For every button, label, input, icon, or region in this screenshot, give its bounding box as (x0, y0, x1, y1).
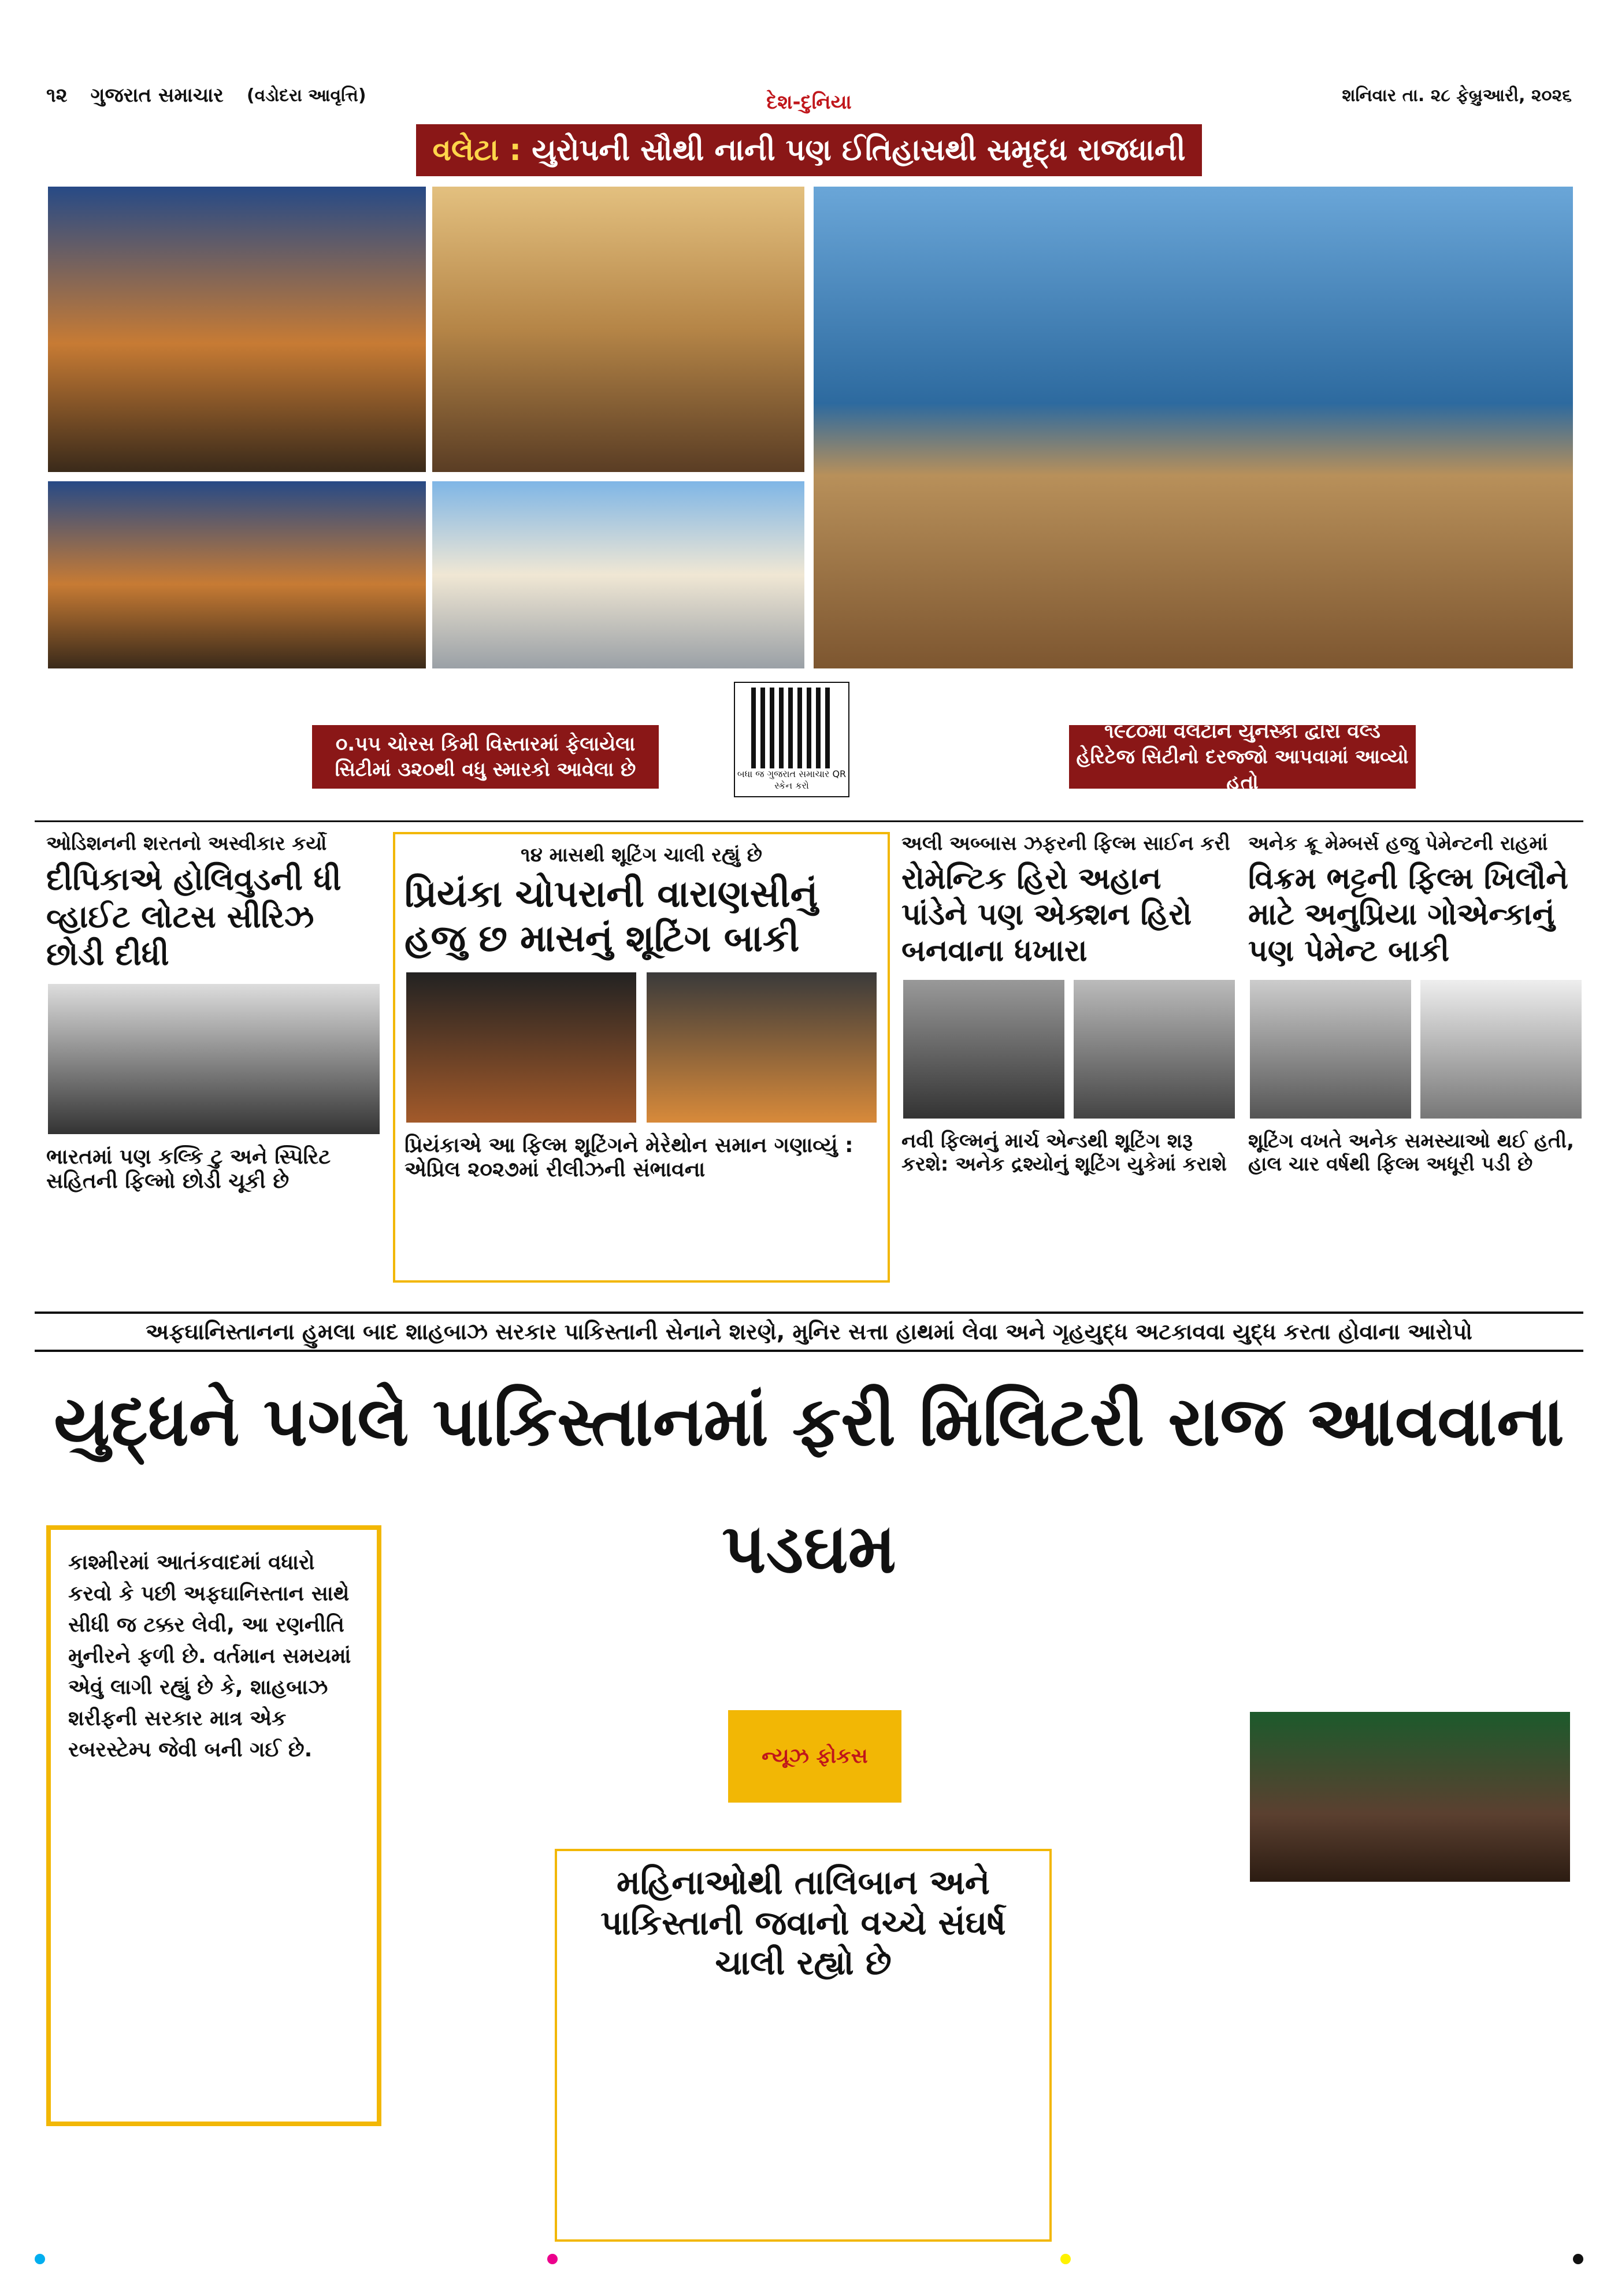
valletta-title (416, 124, 1202, 176)
black-dot (1573, 2254, 1583, 2264)
ahan-kicker: અલી અબ્બાસ ઝફરની ફિલ્મ સાઈન કરી (901, 832, 1230, 855)
deepika-photo (46, 982, 381, 1136)
ahan-head: રોમેન્ટિક હિરો અહાન પાંડેને પણ એક્શન હિરો બનવાના ધખારા (901, 861, 1192, 968)
anupriya-foot: શૂટિંગ વખતે અનેક સમસ્યાઓ થઈ હતી, હાલ ચાર વર્ષથી ફિલ્મ અધૂરી પડી છે (1248, 1130, 1575, 1176)
valletta-photo-4 (46, 480, 428, 670)
pakistan-boxed: કાશ્મીરમાં આતંકવાદમાં વધારો કરવો કે પછી અફઘાનિસ્તાન સાથે સીધી જ ટક્કર લેવી, આ રણનીતિ મુનીરને ફળી છે. વર્તમાન સમયમાં એવું લાગી રહ્યું છે કે, શાહબાઝ શરીફની સરકાર માત્ર એક રબરસ્ટેમ્પ જેવી બની ગઈ છે. (46, 1525, 381, 2126)
story-ahan (901, 832, 1237, 1283)
deepika-head: દીપિકાએ હોલિવુડની ધી વ્હાઈટ લોટસ સીરિઝ છોડી દીધી (46, 861, 342, 972)
news-focus-badge (728, 1710, 901, 1803)
deepika-kicker: ઓડિશનની શરતનો અસ્વીકાર કર્યો (46, 832, 327, 855)
priyanka-head: પ્રિયંકા ચોપરાની વારાણસીનું હજુ છ માસનું શૂટિંગ બાકી (404, 873, 818, 960)
registration-bar (35, 2247, 1583, 2271)
anupriya-head: વિક્રમ ભટ્ટની ફિલ્મ ખિલૌને માટે અનુપ્રિયા ગોએન્કાનું પણ પેમેન્ટ બાકી (1248, 861, 1568, 968)
valletta-title-hl: વલેટા : (432, 133, 522, 168)
deepika-foot: ભારતમાં પણ કલ્કિ ટુ અને સ્પિરિટ સહિતની ફિલ્મો છોડી ચૂકી છે (46, 1145, 331, 1194)
yellow-dot (1060, 2254, 1071, 2264)
pakistan-sub (555, 1849, 1052, 2242)
valletta-photo-3 (812, 185, 1575, 670)
edition: (વડોદરા આવૃત્તિ) (246, 85, 366, 106)
page-number: ૧૨ (46, 84, 68, 107)
ahan-foot: નવી ફિલ્મનું માર્ચ એન્ડથી શૂટિંગ શરૂ કરશે: અનેક દ્રશ્યોનું શૂટિંગ યુકેમાં કરાશે (901, 1130, 1227, 1176)
valletta-photo-1 (46, 185, 428, 474)
section-tag: દેશ-દુનિયા (722, 87, 896, 118)
cyan-dot (35, 2254, 45, 2264)
qr-caption: બધા જ ગુજરાત સમાચાર QR સ્કેન કરો (737, 768, 847, 791)
paper-name: ગુજરાત સમાચાર (90, 84, 224, 107)
priyanka-foot: પ્રિયંકાએ આ ફિલ્મ શૂટિંગને મેરેથોન સમાન ગણાવ્યું : એપ્રિલ ૨૦૨૭માં રીલીઝની સંભાવના (404, 1133, 853, 1182)
pakistan-sub-head: મહિનાઓથી તાલિબાન અને પાકિસ્તાની જવાનો વચ્ચે સંઘર્ષ ચાલી રહ્યો છે (600, 1863, 1006, 1983)
priyanka-poster-2 (645, 971, 878, 1124)
anupriya-kicker: અનેક ક્રૂ મેમ્બર્સ હજુ પેમેન્ટની રાહમાં (1248, 832, 1548, 855)
pakistan-strip: અફઘાનિસ્તાનના હુમલા બાદ શાહબાઝ સરકાર પાકિસ્તાની સેનાને શરણે, મુનિર સત્તા હાથમાં લેવા અને ગૃહયુદ્ધ અટકાવવા યુદ્ધ કરતા હોવાના આરોપો (35, 1312, 1583, 1352)
story-priyanka (393, 832, 890, 1283)
anupriya-photo-2 (1419, 978, 1583, 1120)
valletta-callout-right: ૧૯૮૦માં વલેટાને યુનેસ્કો દ્વારા વર્લ્ડ હેરિટેજ સિટીનો દરજ્જો આપવામાં આવ્યો હતો (1069, 725, 1416, 789)
pakistan-photo (1248, 1710, 1572, 1883)
valletta-photo-5 (431, 480, 806, 670)
valletta-title-rest: યુરોપની સૌથી નાની પણ ઈતિહાસથી સમૃદ્ધ રાજધાની (532, 133, 1186, 168)
qr-icon (751, 688, 832, 768)
valletta-photo-2 (431, 185, 806, 474)
priyanka-kicker: ૧૪ માસથી શૂટિંગ ચાલી રહ્યું છે (521, 844, 762, 867)
section-rule (35, 820, 1583, 822)
ahan-photo-1 (901, 978, 1066, 1120)
magenta-dot (547, 2254, 558, 2264)
date: શનિવાર તા. ૨૮ ફેબ્રુઆરી, ૨૦૨૬ (1342, 85, 1572, 106)
pakistan-headline: યુદ્ધને પગલે પાકિસ્તાનમાં ફરી મિલિટરી રાજ આવવાના પડઘમ (54, 1381, 1564, 1588)
news-focus-label: ન્યૂઝ ફોકસ (762, 1744, 868, 1768)
story-deepika (46, 832, 381, 1283)
story-anupriya (1248, 832, 1583, 1283)
anupriya-photo-1 (1248, 978, 1413, 1120)
priyanka-poster-1 (404, 971, 638, 1124)
valletta-callout-left: ૦.૫૫ ચોરસ કિમી વિસ્તારમાં ફેલાયેલા સિટીમાં ૩૨૦થી વધુ સ્મારકો આવેલા છે (312, 725, 659, 789)
qr-code[interactable] (734, 682, 849, 797)
ahan-photo-2 (1072, 978, 1237, 1120)
